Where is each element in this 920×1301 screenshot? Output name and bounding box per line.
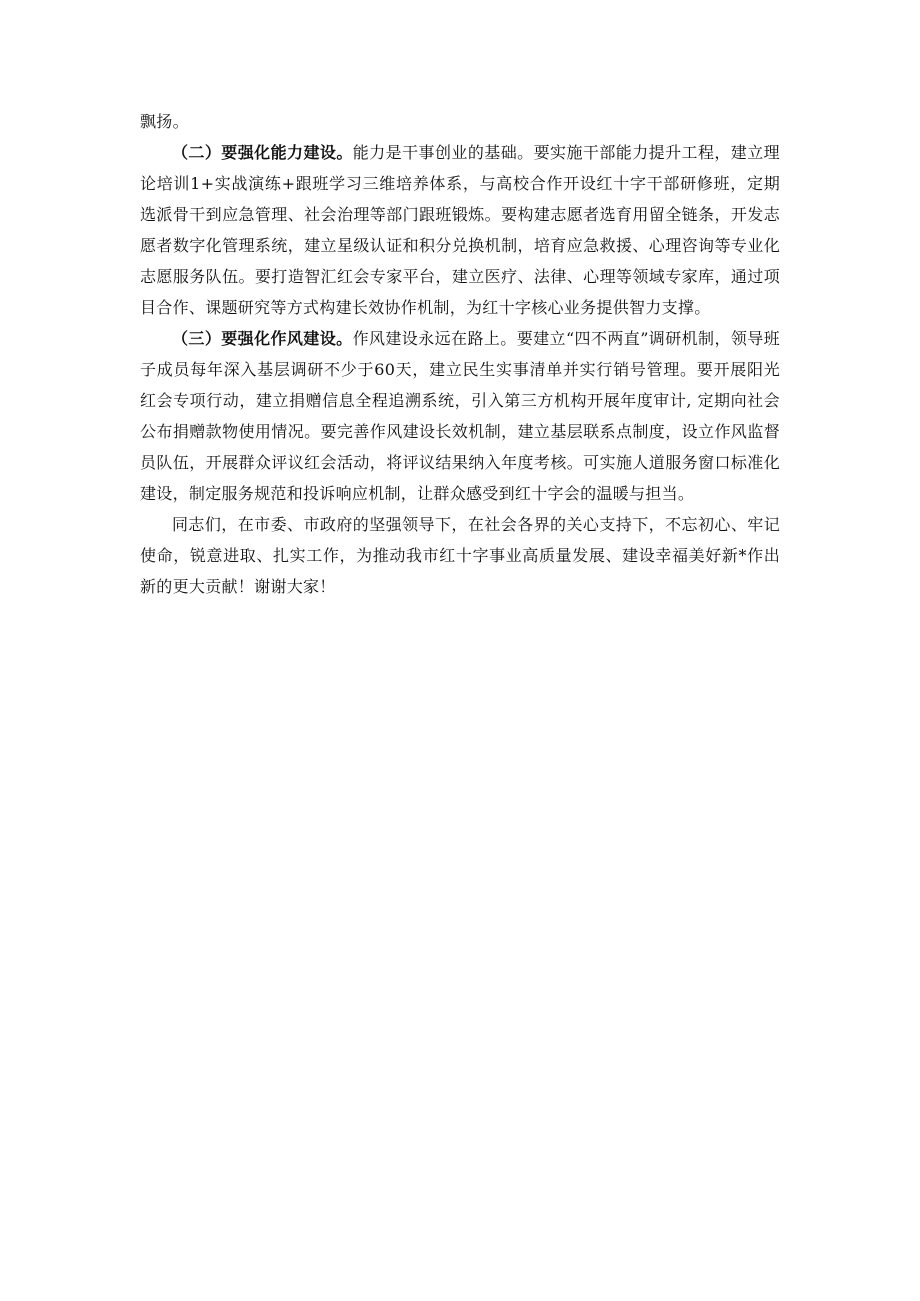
paragraph-continuation [140, 106, 780, 137]
paragraph-text: 能力是干事创业的基础。要实施干部能力提升工程，建立理论培训1+实战演练+跟班学习三维培养体系，与高校合作开设红十字干部研修班，定期选派骨干到应急管理、社会治理等部门跟班锻炼。要构建志愿者选育用留全链条，开发志愿者数字化管理系统，建立星级认证和积分兑换机制，培育应急救援、心理咨询等专业化志愿服务队伍。要打造智汇红会专家平台，建立医疗、法律、心理等领域专家库，通过项目合作、课题研究等方式构建长效协作机制，为红十字核心业务提供智力支撑。 [140, 143, 780, 317]
document-body [140, 106, 780, 602]
section-heading: （三）要强化作风建设。 [172, 329, 353, 348]
paragraph-text: 同志们，在市委、市政府的坚强领导下，在社会各界的关心支持下，不忘初心、牢记使命，锐意进取、扎实工作，为推动我市红十字事业高质量发展、建设幸福美好新*作出新的更大贡献！谢谢大家！ [140, 515, 780, 596]
paragraph-text: 飘扬。 [140, 112, 189, 131]
section-heading: （二）要强化能力建设。 [172, 143, 353, 162]
paragraph-ability-building [140, 137, 780, 323]
paragraph-text: 作风建设永远在路上。要建立“四不两直”调研机制，领导班子成员每年深入基层调研不少于60天，建立民生实事清单并实行销号管理。要开展阳光红会专项行动，建立捐赠信息全程追溯系统，引入第三方机构开展年度审计, 定期向社会公布捐赠款物使用情况。要完善作风建设长效机制，建立基层联系点制度，设立作风监督员队伍，开展群众评议红会活动，将评议结果纳入年度考核。可实施人道服务窗口标准化建设，制定服务规范和投诉响应机制，让群众感受到红十字会的温暖与担当。 [140, 329, 780, 503]
paragraph-style-building [140, 323, 780, 509]
paragraph-closing [140, 509, 780, 602]
